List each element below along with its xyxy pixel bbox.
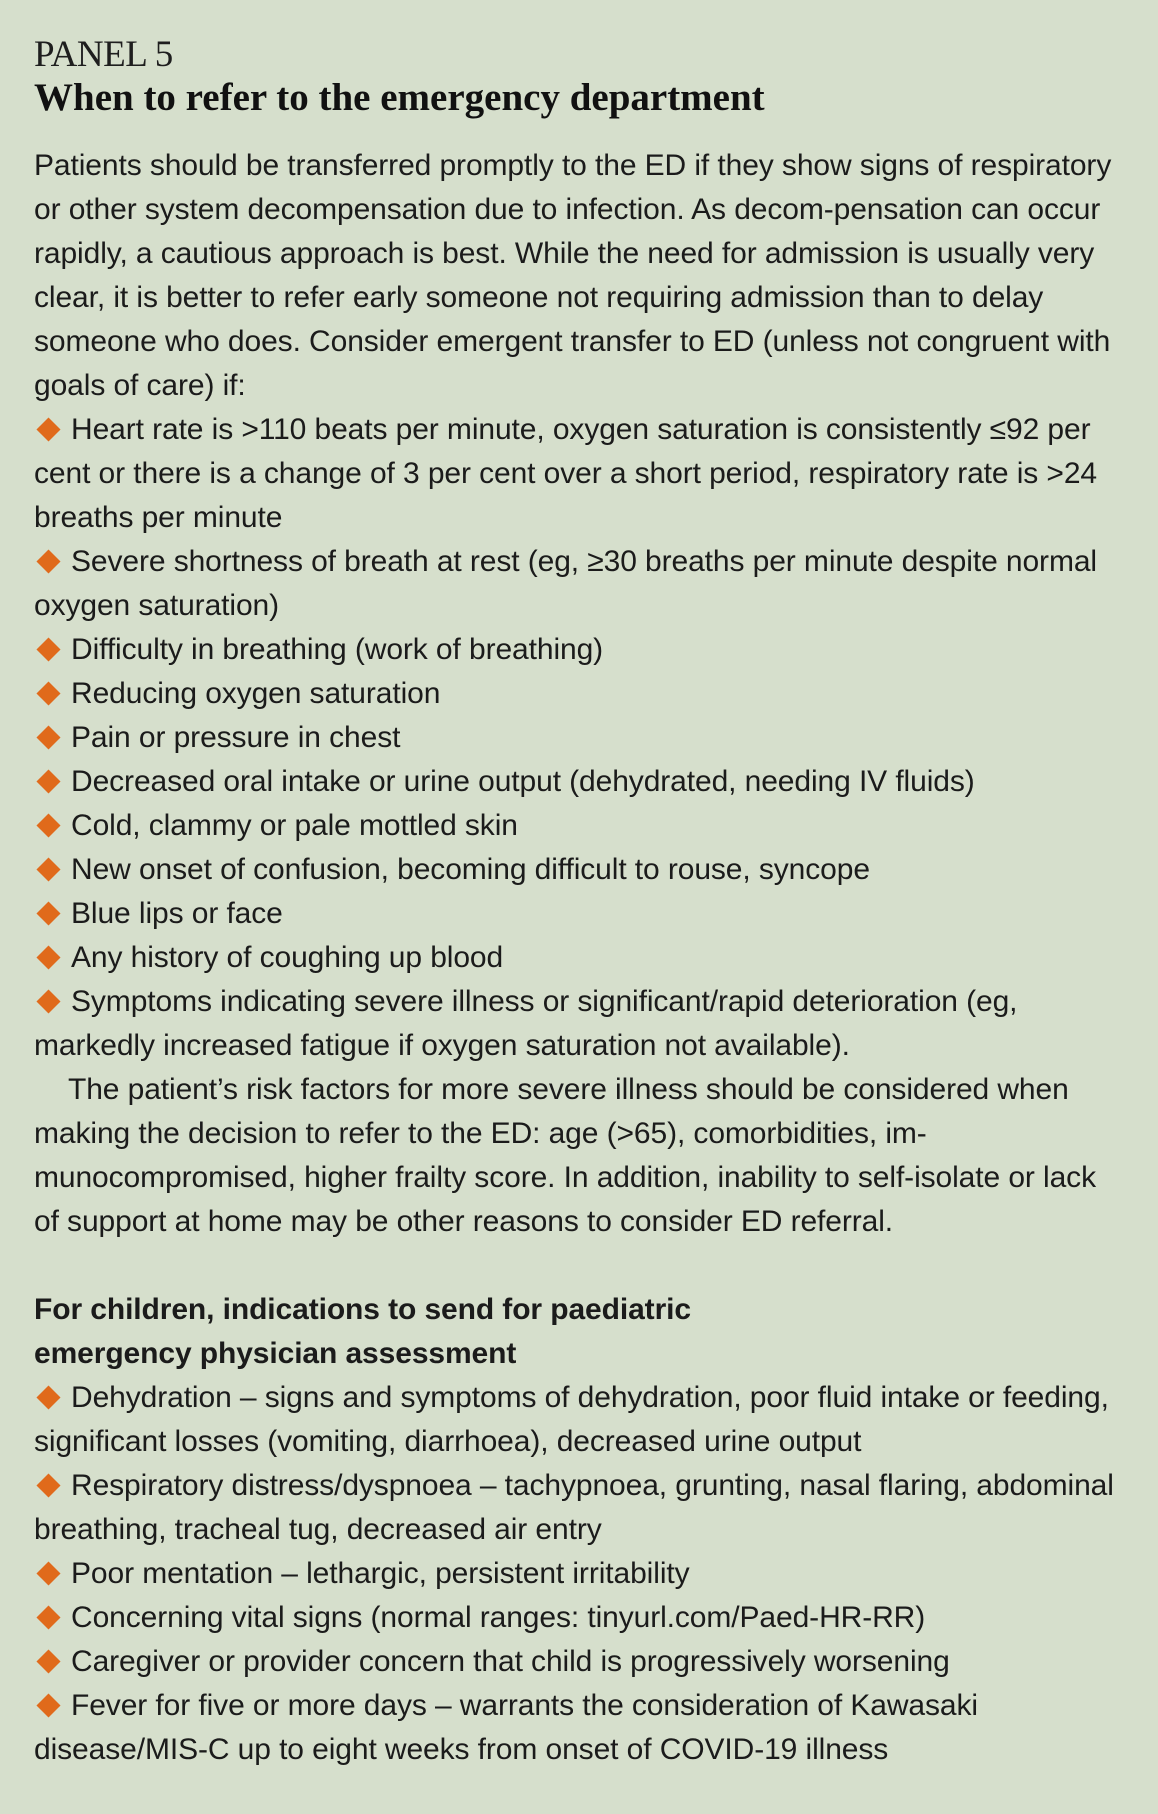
list-item: [34, 936, 1124, 980]
list-item: [34, 892, 1124, 936]
list-item-text: Caregiver or provider concern that child is progressively worsening: [71, 1645, 950, 1678]
list-item: [34, 1684, 1124, 1772]
list-item: [34, 628, 1124, 672]
children-heading: For children, indications to send for paediatric emergency physician assessment: [34, 1293, 691, 1370]
diamond-bullet-icon: [36, 814, 60, 838]
list-item-text: Difficulty in breathing (work of breathing): [71, 633, 604, 666]
list-item: [34, 716, 1124, 760]
list-item: [34, 848, 1124, 892]
list-item-text: Pain or pressure in chest: [71, 721, 401, 754]
list-item-text: Dehydration – signs and symptoms of dehydration, poor fluid intake or feeding, significant losses (vomiting, diarrhoea), decreased urine output: [34, 1381, 1109, 1458]
diamond-bullet-icon: [36, 1694, 60, 1718]
diamond-bullet-icon: [36, 1474, 60, 1498]
diamond-bullet-icon: [36, 770, 60, 794]
diamond-bullet-icon: [36, 946, 60, 970]
list-item-text: Concerning vital signs (normal ranges: tinyurl.com/Paed-HR-RR): [71, 1601, 926, 1634]
adult-criteria-list: [34, 408, 1124, 1068]
list-item: [34, 540, 1124, 628]
list-item-text: Respiratory distress/dyspnoea – tachypnoea, grunting, nasal flaring, abdominal breathing, tracheal tug, decreased air entry: [34, 1469, 1114, 1546]
list-item-text: Heart rate is >110 beats per minute, oxygen saturation is consistently ≤92 per cent or there is a change of 3 per cent over a short period, respiratory rate is >24 breaths per minute: [34, 413, 1098, 534]
panel-title: When to refer to the emergency department: [34, 76, 765, 119]
section-spacer: [34, 1244, 1124, 1288]
diamond-bullet-icon: [36, 858, 60, 882]
list-item-text: New onset of confusion, becoming difficult to rouse, syncope: [71, 853, 870, 886]
diamond-bullet-icon: [36, 1562, 60, 1586]
list-item-text: Decreased oral intake or urine output (dehydrated, needing IV fluids): [71, 765, 975, 798]
list-item-text: Symptoms indicating severe illness or significant/rapid deterioration (eg, markedly increased fatigue if oxygen saturation not available).: [34, 985, 1018, 1062]
diamond-bullet-icon: [36, 726, 60, 750]
diamond-bullet-icon: [36, 682, 60, 706]
list-item-text: Poor mentation – lethargic, persistent irritability: [71, 1557, 690, 1590]
list-item: [34, 1464, 1124, 1552]
list-item: [34, 408, 1124, 540]
list-item-text: Cold, clammy or pale mottled skin: [71, 809, 518, 842]
children-criteria-list: [34, 1376, 1124, 1772]
list-item: [34, 1640, 1124, 1684]
diamond-bullet-icon: [36, 638, 60, 662]
list-item: [34, 980, 1124, 1068]
diamond-bullet-icon: [36, 550, 60, 574]
list-item-text: Blue lips or face: [71, 897, 283, 930]
list-item: [34, 804, 1124, 848]
list-item: [34, 1552, 1124, 1596]
list-item-text: Severe shortness of breath at rest (eg, ≥30 breaths per minute despite normal oxygen saturation): [34, 545, 1097, 622]
diamond-bullet-icon: [36, 1606, 60, 1630]
diamond-bullet-icon: [36, 990, 60, 1014]
list-item-text: Reducing oxygen saturation: [71, 677, 441, 710]
diamond-bullet-icon: [36, 418, 60, 442]
diamond-bullet-icon: [36, 1386, 60, 1410]
list-item: [34, 1596, 1124, 1640]
diamond-bullet-icon: [36, 1650, 60, 1674]
diamond-bullet-icon: [36, 902, 60, 926]
intro-paragraph: Patients should be transferred promptly to the ED if they show signs of respiratory or other system decompensation due to infection. As decom-pensation can occur rapidly, a cautious approach is best. While the need for admission is usually very clear, it is better to refer early someone not requiring admission than to delay someone who does. Consider emergent transfer to ED (unless not congruent with goals of care) if:: [34, 149, 1112, 402]
list-item: [34, 760, 1124, 804]
list-item-text: Any history of coughing up blood: [71, 941, 504, 974]
list-item: [34, 1376, 1124, 1464]
list-item: [34, 672, 1124, 716]
list-item-text: Fever for five or more days – warrants the consideration of Kawasaki disease/MIS-C up to eight weeks from onset of COVID-19 illness: [34, 1689, 978, 1766]
risk-factors-paragraph: The patient’s risk factors for more severe illness should be considered when making the decision to refer to the ED: age (>65), comorbidities, im-munocompromised, higher frailty score. In addition, inability to self-isolate or lack of support at home may be other reasons to consider ED referral.: [34, 1073, 1096, 1238]
panel-label: PANEL 5: [34, 34, 173, 75]
